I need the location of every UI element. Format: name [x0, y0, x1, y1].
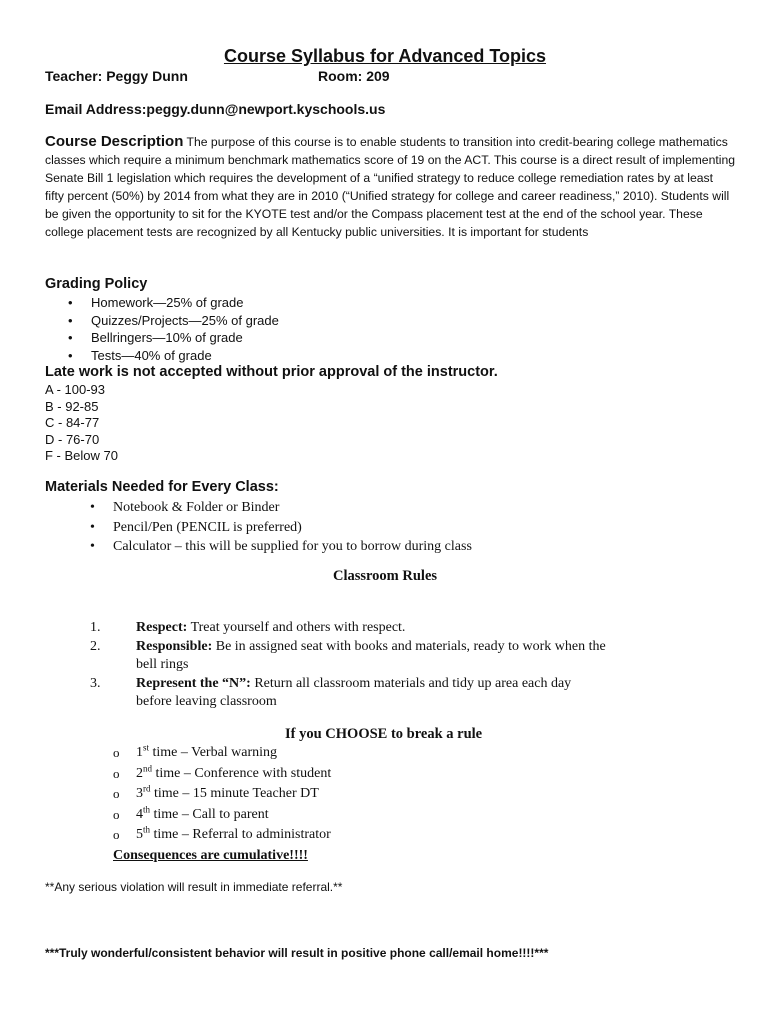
list-item: • Pencil/Pen (PENCIL is preferred) [90, 518, 472, 538]
serious-violation-note: **Any serious violation will result in immediate referral.** [45, 880, 343, 894]
rule-label: Represent the “N”: [136, 675, 251, 691]
rule-label: Responsible: [136, 638, 213, 654]
rule-number: 2. [90, 638, 101, 654]
course-description-body: The purpose of this course is to enable students to transition into credit-bearing college mathematics classes which require a minimum benchmark mathematics score of 19 on the ACT. This course is a direct result of implementing Senate Bill 1 legislation which requires the development of a “unified strategy to reduce college remediation rates by at least fifty percent (50%) by 2014 from what they are in 2010 (“Unified strategy for college and career readiness,” 2010). Students will be given the opportunity to sit for the KYOTE test and/or the Compass placement test at the end of the school year. These college placement tests are recognized by all Kentucky public universities. It is important for students [45, 135, 736, 240]
email-address: Email Address:peggy.dunn@newport.kyschools.us [45, 101, 386, 117]
room-number: Room: 209 [318, 68, 390, 84]
list-item [113, 825, 331, 846]
step-ordinal-suffix: th [143, 803, 151, 814]
positive-behavior-note: ***Truly wonderful/consistent behavior will result in positive phone call/email home!!!!*** [45, 946, 549, 960]
grading-policy-list [68, 294, 279, 364]
teacher-name: Teacher: Peggy Dunn [45, 68, 188, 84]
step-ordinal-suffix: nd [143, 762, 152, 773]
step-text: time – Referral to administrator [153, 827, 331, 842]
step-ordinal: 4 [136, 806, 143, 822]
rule-number: 1. [90, 620, 101, 635]
list-item [113, 764, 331, 785]
course-description [45, 133, 735, 242]
step-text: time – 15 minute Teacher DT [154, 786, 319, 801]
step-text: time – Verbal warning [152, 745, 278, 760]
list-item: • Quizzes/Projects—25% of grade [68, 312, 279, 330]
rule-text: Return all classroom materials and tidy up area each day before leaving classroom [136, 675, 572, 709]
course-description-heading: Course Description [45, 133, 184, 150]
rule-number: 3. [90, 675, 101, 691]
step-ordinal-suffix: rd [143, 783, 151, 794]
list-item [113, 743, 331, 764]
step-ordinal-suffix: st [143, 742, 150, 753]
step-ordinal-suffix: th [143, 824, 151, 835]
rule-label: Respect: [136, 620, 188, 635]
list-item: • Homework—25% of grade [68, 294, 279, 312]
break-rule-heading: If you CHOOSE to break a rule [285, 726, 483, 742]
step-text: time – Call to parent [153, 806, 269, 822]
list-item [90, 675, 610, 712]
classroom-rules-list [90, 619, 610, 712]
consequences-cumulative-note: Consequences are cumulative!!!! [113, 848, 308, 863]
consequence-steps [113, 743, 331, 846]
step-ordinal: 2 [136, 765, 143, 781]
list-item: • Calculator – this will be supplied for you to borrow during class [90, 537, 472, 557]
step-text: time – Conference with student [155, 765, 332, 781]
list-item [113, 784, 331, 805]
list-item: • Notebook & Folder or Binder [90, 498, 472, 518]
list-item: • Tests—40% of grade [68, 347, 279, 365]
rule-text: Treat yourself and others with respect. [190, 620, 406, 635]
list-item: C - 84-77 [45, 415, 100, 430]
grading-policy-heading: Grading Policy [45, 276, 148, 292]
classroom-rules-heading: Classroom Rules [332, 568, 438, 584]
materials-heading: Materials Needed for Every Class: [45, 479, 279, 495]
step-ordinal: 3 [136, 786, 143, 801]
list-item: A - 100-93 [45, 382, 105, 397]
materials-list [90, 498, 472, 557]
list-item [113, 805, 331, 826]
list-item: F - Below 70 [45, 448, 118, 463]
step-ordinal: 1 [136, 745, 143, 760]
list-item [90, 619, 610, 638]
rule-text: Be in assigned seat with books and materials, ready to work when the bell rings [136, 638, 606, 672]
list-item: D - 76-70 [45, 431, 100, 447]
list-item: • Bellringers—10% of grade [68, 329, 279, 347]
page-title: Course Syllabus for Advanced Topics [223, 46, 547, 66]
grade-scale [45, 382, 118, 465]
list-item: B - 92-85 [45, 398, 99, 414]
step-ordinal: 5 [136, 827, 143, 842]
list-item [90, 638, 610, 675]
late-work-policy: Late work is not accepted without prior approval of the instructor. [45, 364, 498, 380]
